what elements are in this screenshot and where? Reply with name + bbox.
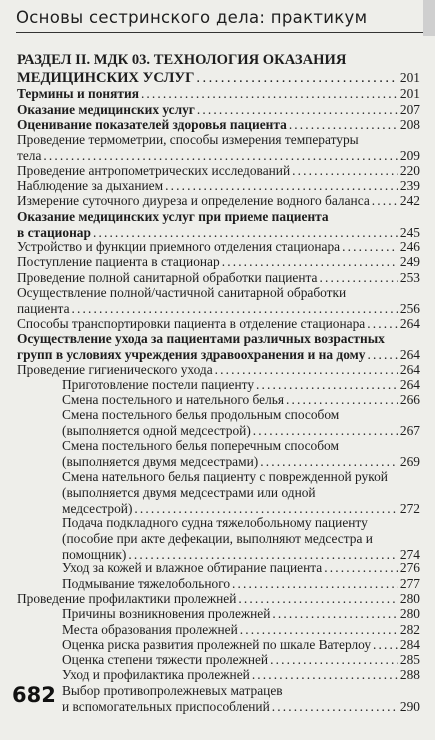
toc-entry-title: в стационар [17,225,91,241]
dot-leader [215,362,398,378]
toc-entry-title: Измерение суточного диуреза и определение водного баланса [17,193,370,208]
toc-entry-page: 276 [399,560,420,575]
toc-entry-page: 249 [399,254,420,269]
toc-entry-title: (выполняется одной медсестрой) [62,423,251,439]
dot-leader [141,86,398,102]
toc-entry-title: Выбор противопролежневых матрацев [62,683,283,698]
dot-leader [256,377,398,393]
toc-entry-page: 284 [399,637,420,652]
running-header [0,0,435,42]
toc-entry-title: (пособие при акте дефекации, выполняют медсестра и [62,531,373,547]
toc-entry-title: Проведение полной санитарной обработки пациента [17,270,318,285]
toc-entry [62,377,420,393]
dot-leader [240,622,398,638]
toc-entry [62,683,420,715]
toc-entry-page: 201 [399,70,420,86]
toc-entry [62,667,420,683]
toc-entry-page: 209 [399,148,420,164]
dot-leader [72,301,398,317]
toc-entry-page: 290 [399,699,420,715]
toc-entry-page: 272 [399,501,420,517]
toc-entry-page: 280 [399,591,420,606]
toc-entry-title: Смена нательного белья пациенту с поврежденной рукой [62,469,388,484]
toc-entry-title: Проведение термометрии, способы измерения температуры [17,132,359,147]
toc-entry-title: Оценка степени тяжести пролежней [62,652,269,667]
dot-leader [165,178,398,194]
toc-entry [17,117,420,133]
dot-leader [367,347,397,363]
toc-entry-title: Наблюдение за дыханием [17,178,164,193]
toc-entry [62,469,420,517]
toc-entry [17,591,420,607]
toc-entry-title: Места образования пролежней [62,622,238,637]
toc-entry-title: Смена постельного и нательного белья [62,392,285,407]
dot-leader [324,560,398,576]
toc-entry [62,438,420,470]
dot-leader [260,454,398,470]
toc-entry [17,102,420,118]
toc-entry-title: Смена постельного белья поперечным способом [62,438,339,453]
toc-entry [62,652,420,668]
toc-entry-title: Подача подкладного судна тяжелобольному пациенту [62,515,368,530]
dot-leader [253,423,398,439]
toc-entry-title: Поступление пациента в стационар [17,254,220,269]
page-number: 682 [12,683,56,707]
toc-entry [17,331,420,363]
toc-entry-title: Проведение антропометрических исследований [17,163,291,178]
toc-entry-title: МЕДИЦИНСКИХ УСЛУГ [17,70,195,87]
dot-leader [286,392,398,408]
dot-leader [289,117,398,133]
toc-entry-title: Устройство и функции приемного отделения стационара [17,239,341,254]
toc-entry-title: Осуществление полной/частичной санитарной обработки [17,285,347,300]
toc-entry-title: Смена постельного белья продольным способом [62,407,340,422]
page-edge-tab [423,0,435,36]
toc-entry-title: (выполняется двумя медсестрами или одной [62,485,316,501]
toc-entry [17,316,420,332]
header-rule [16,32,431,33]
toc-entry-title: (выполняется двумя медсестрами) [62,454,259,470]
toc-entry-page: 242 [399,193,420,208]
toc-entry-page: 269 [399,454,420,470]
dot-leader [272,699,398,715]
toc-entry-title: Приготовление постели пациенту [62,377,255,392]
toc-entry [17,163,420,179]
toc-entry-title: Подмывание тяжелобольного [62,576,231,591]
dot-leader [252,667,398,683]
toc-entry-title: Причины возникновения пролежней [62,606,271,621]
book-title: Основы сестринского дела: практикум [16,8,368,27]
toc-entry-page: 264 [399,347,420,363]
toc-entry-title: пациента [17,301,70,317]
toc-entry-title: Термины и понятия [17,86,139,101]
toc-entry-title: групп в условиях учреждения здравоохранения и на дому [17,347,366,363]
toc-entry-page: 266 [399,392,420,407]
toc-entry-page: 239 [399,178,420,193]
toc-entry [17,178,420,194]
toc-entry-page: 253 [399,270,420,285]
toc-entry [17,193,420,209]
toc-entry-page: 285 [399,652,420,667]
toc-entry [17,239,420,255]
toc-entry-page: 220 [399,163,420,178]
dot-leader [232,576,398,592]
toc-entry-title: Уход за кожей и влажное обтирание пациента [62,560,323,575]
toc-entry-title: РАЗДЕЛ II. МДК 03. ТЕХНОЛОГИЯ ОКАЗАНИЯ [17,52,347,68]
toc-entry [17,362,420,378]
dot-leader [319,270,397,286]
toc-entry [17,285,420,317]
toc-entry-page: 246 [399,239,420,254]
toc-entry [62,392,420,408]
toc-entry [62,576,420,592]
toc-entry-page: 267 [399,423,420,439]
toc-entry-title: Оценивание показателей здоровья пациента [17,117,287,132]
toc-entry-title: Оказание медицинских услуг при приеме пациента [17,209,329,224]
toc-entry-page: 201 [399,86,420,101]
toc-entry-title: Способы транспортировки пациента в отделение стационара [17,316,366,331]
dot-leader [342,239,398,255]
dot-leader [238,591,398,607]
toc-entry-title: тела [17,148,42,164]
toc-entry-page: 282 [399,622,420,637]
toc-entry [62,606,420,622]
toc-entry-page: 274 [399,547,420,563]
toc-entry-page: 264 [399,362,420,377]
dot-leader [373,637,398,653]
dot-leader [272,606,397,622]
toc-entry-title: медсестрой) [62,501,133,517]
toc-entry-page: 277 [399,576,420,591]
toc-entry-page: 264 [399,316,420,331]
dot-leader [270,652,398,668]
toc-entry-page: 288 [399,667,420,682]
toc-entry-page: 208 [399,117,420,132]
toc-entry-title: Осуществление ухода за пациентами различных возрастных [17,331,385,346]
toc-entry-title: Проведение профилактики пролежней [17,591,237,606]
toc-entry-page: 207 [399,102,420,117]
toc-entry-title: Оценка риска развития пролежней по шкале Ватерлоу [62,637,372,652]
toc-entry-page: 280 [399,606,420,621]
toc-entry-page: 264 [399,377,420,392]
toc-entry [62,407,420,439]
toc-entry-title: Оказание медицинских услуг [17,102,195,117]
toc-entry [17,209,420,241]
dot-leader [197,102,398,118]
dot-leader [367,316,398,332]
dot-leader [372,193,398,209]
toc-entry [62,622,420,638]
toc-entry [62,560,420,576]
toc-entry [17,132,420,164]
toc-entry [17,52,420,87]
toc-entry-title: помощник) [62,547,127,563]
toc-entry-title: Уход и профилактика пролежней [62,667,250,682]
toc-entry-title: Проведение гигиенического ухода [17,362,213,377]
toc-entry [17,270,420,286]
dot-leader [292,163,398,179]
toc-entry [62,637,420,653]
toc-entry [17,86,420,102]
dot-leader [196,70,398,87]
dot-leader [222,254,398,270]
toc-entry [17,254,420,270]
toc-entry-page: 245 [399,225,420,241]
toc-entry [62,515,420,563]
dot-leader [43,148,397,164]
toc-entry-title: и вспомогательных приспособлений [62,699,270,715]
toc-entry-page: 256 [399,301,420,317]
